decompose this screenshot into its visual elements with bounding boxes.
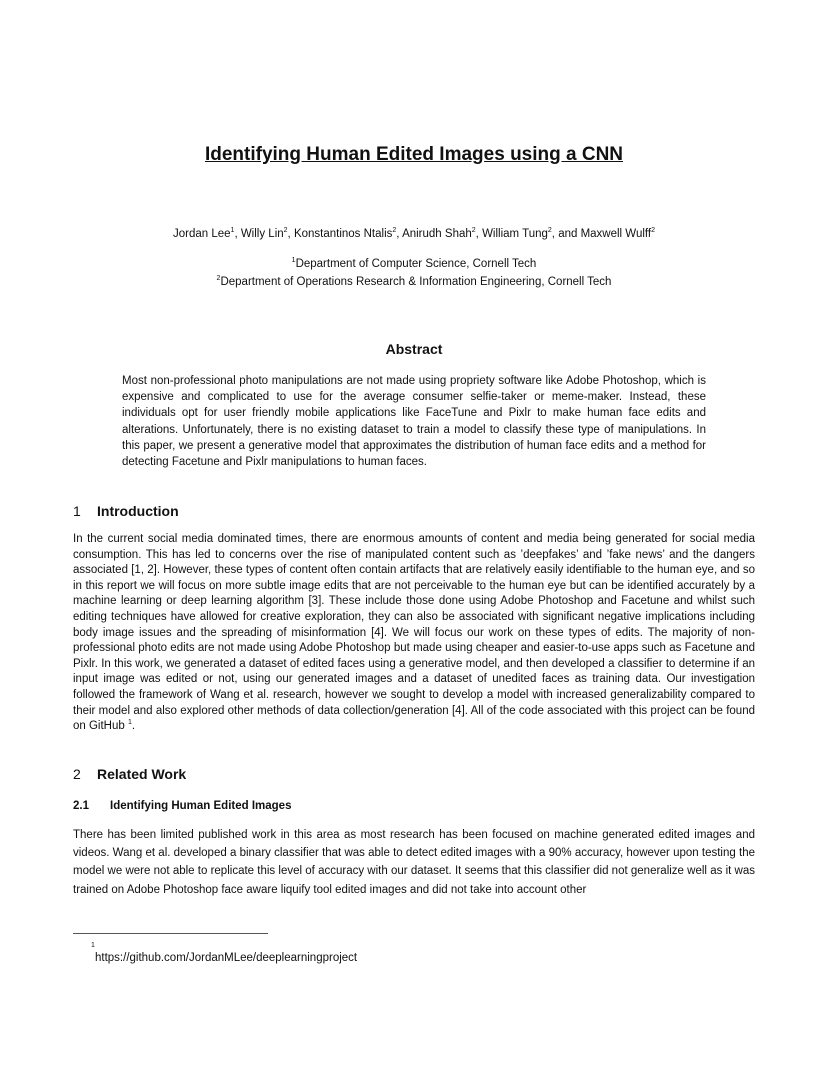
author-conjunction: and bbox=[558, 228, 578, 240]
author: William Tung$^2$ bbox=[482, 227, 552, 240]
author: Maxwell Wulff$^2$ bbox=[580, 227, 655, 240]
footnote-link[interactable]: https://github.com/JordanMLee/deeplearningproject bbox=[95, 952, 358, 964]
author: Jordan Lee$^1$ bbox=[172, 227, 235, 240]
introduction-text: In the current social media dominated times, there are enormous amounts of content and media being generated for social media consumption. This has led to concerns over the rise of manipulated content such as ’deepfakes’ and ’fake news’ and the dangers associated [1, 2]. However, these types of content often contain artifacts that are relatively easily identifiable to the human eye, and so in this report we will focus on more subtle image edits that are not perceivable to the human eye but can be identified accurately by a machine learning or deep learning algorithm [3]. These include those done using Adobe Photoshop and Facetune and whilst such editing techniques have allowed for creative exploration, they can also be associated with significant negative implications including body image issues and the spreading of misinformation [4]. We will focus our work on these types of edits. The majority of non-professional photo edits are not made using Adobe Photoshop but made using cheaper and easier-to-use apps such as Facetune and Pixlr. In this work, we generated a dataset of edited faces using a generative model, and then developed a classifier to determine if an input image was edited or not, using our generated images and a dataset of unedited faces as training data. Our investigation followed the framework of Wang et al. research, however we sought to develop a model with increased generalizability compared to their model and also explored other methods of data collection/generation [4]. All of the code associated with this project can be found on GitHub $^1$. bbox=[73, 533, 755, 733]
author: Willy Lin$^2$ bbox=[240, 227, 288, 240]
section-heading-introduction: 1 Introduction bbox=[73, 503, 179, 519]
section-heading-related-work: 2 Related Work bbox=[73, 766, 187, 782]
author: Konstantinos Ntalis$^2$ bbox=[293, 227, 397, 240]
abstract-text: Most non-professional photo manipulations are not made using propriety software like Adobe Photoshop, which is expensive and complicated to use for the average consumer selfie-taker or meme-maker. Instead, these individuals opt for user friendly mobile applications like FaceTune and Pixlr to make human face edits and alterations. Unfortunately, there is no existing dataset to train a model to classify these type of manipulations. In this paper, we present a generative model that approximates the distribution of human face edits and a method for detecting Facetune and Pixlr manipulations to human faces. bbox=[122, 375, 706, 469]
affiliation: $^1$Department of Computer Science, Cornell Tech bbox=[291, 257, 537, 270]
footnote-divider bbox=[73, 933, 268, 934]
paper-title: Identifying Human Edited Images using a CNN bbox=[204, 144, 624, 165]
related-work-text: There has been limited published work in this area as most research has been focused on machine generated edited images and videos. Wang et al. developed a binary classifier that was able to detect edited images with a 90% accuracy, however upon testing the model we were not able to replicate this level of accuracy with our dataset. It seems that this classifier did not generalize well as it was trained on Adobe Photoshop face aware liquify tool edited images and did not take into account other bbox=[73, 829, 755, 896]
footnote-reference[interactable]: 1 bbox=[127, 719, 132, 727]
footnote-mark: 1 bbox=[91, 942, 95, 949]
author-list: Jordan Lee$^1$, Willy Lin$^2$, Konstantinos Ntalis$^2$, Anirudh Shah$^2$, William Tung$^2$, and Maxwell Wulff$^2$ bbox=[172, 227, 655, 240]
subsection-heading: 2.1 Identifying Human Edited Images bbox=[73, 800, 292, 812]
affiliation: $^2$Department of Operations Research & Information Engineering, Cornell Tech bbox=[216, 275, 612, 288]
abstract-heading: Abstract bbox=[385, 341, 443, 357]
author: Anirudh Shah$^2$ bbox=[402, 227, 476, 240]
